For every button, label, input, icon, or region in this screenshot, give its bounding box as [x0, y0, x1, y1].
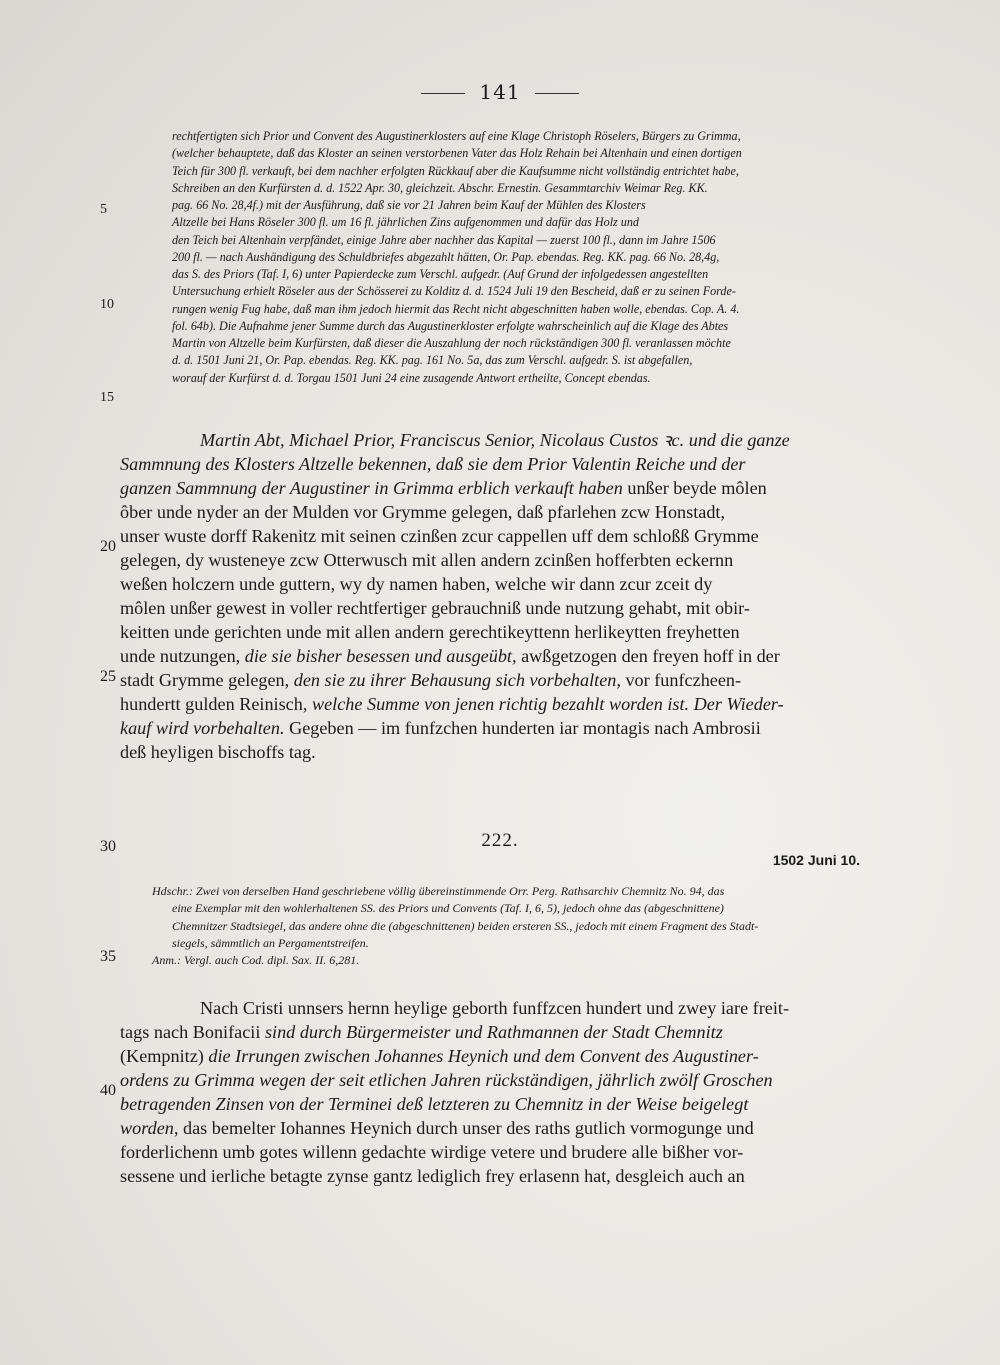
- rule-right: [535, 93, 579, 94]
- line-number: 15: [100, 390, 114, 405]
- source-line: Anm.: Vergl. auch Cod. dipl. Sax. II. 6,281.: [152, 953, 360, 968]
- line-number: 5: [100, 202, 107, 217]
- footnote-line: (welcher behauptete, daß das Kloster an seinen verstorbenen Vater das Holz Rehain bei Altenhain und einen dortigen: [172, 146, 742, 161]
- footnote-line: rungen wenig Fug habe, daß man ihm jedoch hiermit das Recht nicht abgeschnitten haben wolle, ebendas. Cop. A. 4.: [172, 301, 740, 316]
- text-line: gelegen, dy wusteneye zcw Otterwusch mit allen andern zcinßen hofferbten eckernn: [120, 550, 734, 570]
- document-date: 1502 Juni 10.: [772, 852, 860, 868]
- page-number: 141: [0, 80, 1000, 104]
- source-line: Chemnitzer Stadtsiegel, das andere ohne die (abgeschnittenen) beiden ersteren SS., jedoch mit einem Fragment des Stadt-: [172, 918, 759, 933]
- footnote-line: rechtfertigten sich Prior und Convent des Augustinerklosters auf eine Klage Christoph Röselers, Bürgers zu Grimma,: [172, 129, 741, 143]
- text-line: sessene und ierliche betagte zynse gantz lediglich frey erlasenn hat, desgleich auch an: [120, 1166, 745, 1186]
- footnote-line: Untersuchung erhielt Röseler aus der Schösserei zu Kolditz d. d. 1524 Juli 19 den Bescheid, daß er zu seinen Forde-: [172, 284, 736, 299]
- text-line: Martin Abt, Michael Prior, Franciscus Senior, Nicolaus Custos ꝛc. und die ganze: [200, 430, 790, 450]
- text-line: deß heyligen bischoffs tag.: [120, 742, 316, 762]
- footnote-line: das S. des Priors (Taf. I, 6) unter Papierdecke zum Verschl. aufgedr. (Auf Grund der infolgedessen angestellten: [172, 267, 709, 281]
- footnote-line: den Teich bei Altenhain verpfändet, einige Jahre aber nachher das Kapital — zuerst 100 fl., dann im Jahre 1506: [172, 232, 716, 247]
- rule-left: [421, 93, 465, 94]
- line-number: 30: [100, 838, 116, 855]
- text-line: ganzen Sammnung der Augustiner in Grimma erblich verkauft haben unßer beyde môlen: [120, 478, 767, 498]
- main-text-block: [120, 428, 866, 764]
- text-line: hundertt gulden Reinisch, welche Summe von jenen richtig bezahlt worden ist. Der Wieder-: [120, 694, 784, 714]
- text-line: ôber unde nyder an der Mulden vor Grymme gelegen, daß pfarlehen zcw Honstadt,: [120, 502, 726, 522]
- text-line: (Kempnitz) die Irrungen zwischen Johannes Heynich und dem Convent des Augustiner-: [120, 1046, 759, 1066]
- text-line: unde nutzungen, die sie bisher besessen und ausgeübt, awßgetzogen den freyen hoff in der: [120, 646, 780, 666]
- line-number: 25: [100, 668, 116, 685]
- document-number: 222.: [481, 830, 519, 851]
- text-line: ordens zu Grimma wegen der seit etlichen Jahren rückständigen, jährlich zwölf Groschen: [120, 1070, 773, 1090]
- text-line: Nach Cristi unnsers hernn heylige geborth funffzcen hundert und zwey iare freit-: [200, 998, 790, 1018]
- source-line: Hdschr.: Zwei von derselben Hand geschriebene völlig übereinstimmende Orr. Perg. Rathsarchiv Chemnitz No. 94, das: [152, 884, 725, 898]
- footnote-line: worauf der Kurfürst d. d. Torgau 1501 Juni 24 eine zusagende Antwort ertheilte, Concept ebendas.: [172, 370, 651, 385]
- text-line: forderlichenn umb gotes willenn gedachte wirdige vetere und brudere alle bißher vor-: [120, 1142, 744, 1162]
- text-line: stadt Grymme gelegen, den sie zu ihrer Behausung sich vorbehalten, vor funfczheen-: [120, 670, 742, 690]
- footnote-block: [172, 128, 868, 387]
- footnote-line: Martin von Altzelle beim Kurfürsten, daß dieser die Auszahlung der noch rückständigen 300 fl. veranlassen möchte: [172, 336, 731, 350]
- text-line: worden, das bemelter Iohannes Heynich durch unser des raths gutlich vormogunge und: [120, 1118, 754, 1138]
- footnote-line: 200 fl. — nach Aushändigung des Schuldbriefes abgezahlt hätten, Or. Pap. ebendas. Reg. KK. pag. 66 No. 28,4g,: [172, 249, 720, 264]
- line-number: 35: [100, 948, 116, 965]
- text-line: kauf wird vorbehalten. Gegeben — im funfzchen hunderten iar montagis nach Ambrosii: [120, 718, 761, 738]
- text-line: betragenden Zinsen von der Terminei deß letzteren zu Chemnitz in der Weise beigelegt: [120, 1094, 749, 1114]
- footnote-line: fol. 64b). Die Aufnahme jener Summe durch das Augustinerkloster erfolgte wahrscheinlich auf die Klage des Abtes: [172, 318, 729, 333]
- second-text-block: [120, 996, 866, 1188]
- source-line: eine Exemplar mit den wohlerhaltenen SS. des Priors und Convents (Taf. I, 6, 5), jedoch ohne das (abgeschnittene): [172, 901, 724, 916]
- footnote-line: Schreiben an den Kurfürsten d. d. 1522 Apr. 30, gleichzeit. Abschr. Ernestin. Gesammtarchiv Weimar Reg. KK.: [172, 180, 708, 195]
- footnote-line: Teich für 300 fl. verkauft, bei dem nachher erfolgten Rückkauf aber die Kaufsumme nicht vollständig entrichtet habe,: [172, 163, 739, 178]
- source-notes: [152, 883, 870, 969]
- text-line: Sammnung des Klosters Altzelle bekennen, daß sie dem Prior Valentin Reiche und der: [120, 454, 746, 474]
- line-number: 40: [100, 1082, 116, 1099]
- source-line: siegels, sämmtlich an Pergamentstreifen.: [172, 935, 369, 950]
- text-line: unser wuste dorff Rakenitz mit seinen czinßen zcur cappellen uff dem schloßß Grymme: [120, 526, 759, 546]
- footnote-line: Altzelle bei Hans Röseler 300 fl. um 16 fl. jährlichen Zins aufgenommen und dafür das Holz und: [172, 215, 639, 230]
- footnote-line: pag. 66 No. 28,4f.) mit der Ausführung, daß sie vor 21 Jahren beim Kauf der Mühlen des Klosters: [172, 198, 646, 212]
- text-line: tags nach Bonifacii sind durch Bürgermeister und Rathmannen der Stadt Chemnitz: [120, 1022, 723, 1042]
- line-number: 20: [100, 538, 116, 555]
- line-number: 10: [100, 297, 114, 312]
- text-line: keitten unde gerichten unde mit allen andern gerechtikeyttenn herlikeytten freyhetten: [120, 622, 740, 642]
- text-line: weßen holczern unde guttern, wy dy namen haben, welche wir dann zcur zceit dy: [120, 574, 713, 594]
- footnote-line: d. d. 1501 Juni 21, Or. Pap. ebendas. Reg. KK. pag. 161 No. 5a, das zum Verschl. aufgedr. S. ist abgefallen,: [172, 353, 693, 368]
- text-line: môlen unßer gewest in voller rechtfertiger gebrauchniß unde nutzung gehabt, mit obir-: [120, 598, 750, 618]
